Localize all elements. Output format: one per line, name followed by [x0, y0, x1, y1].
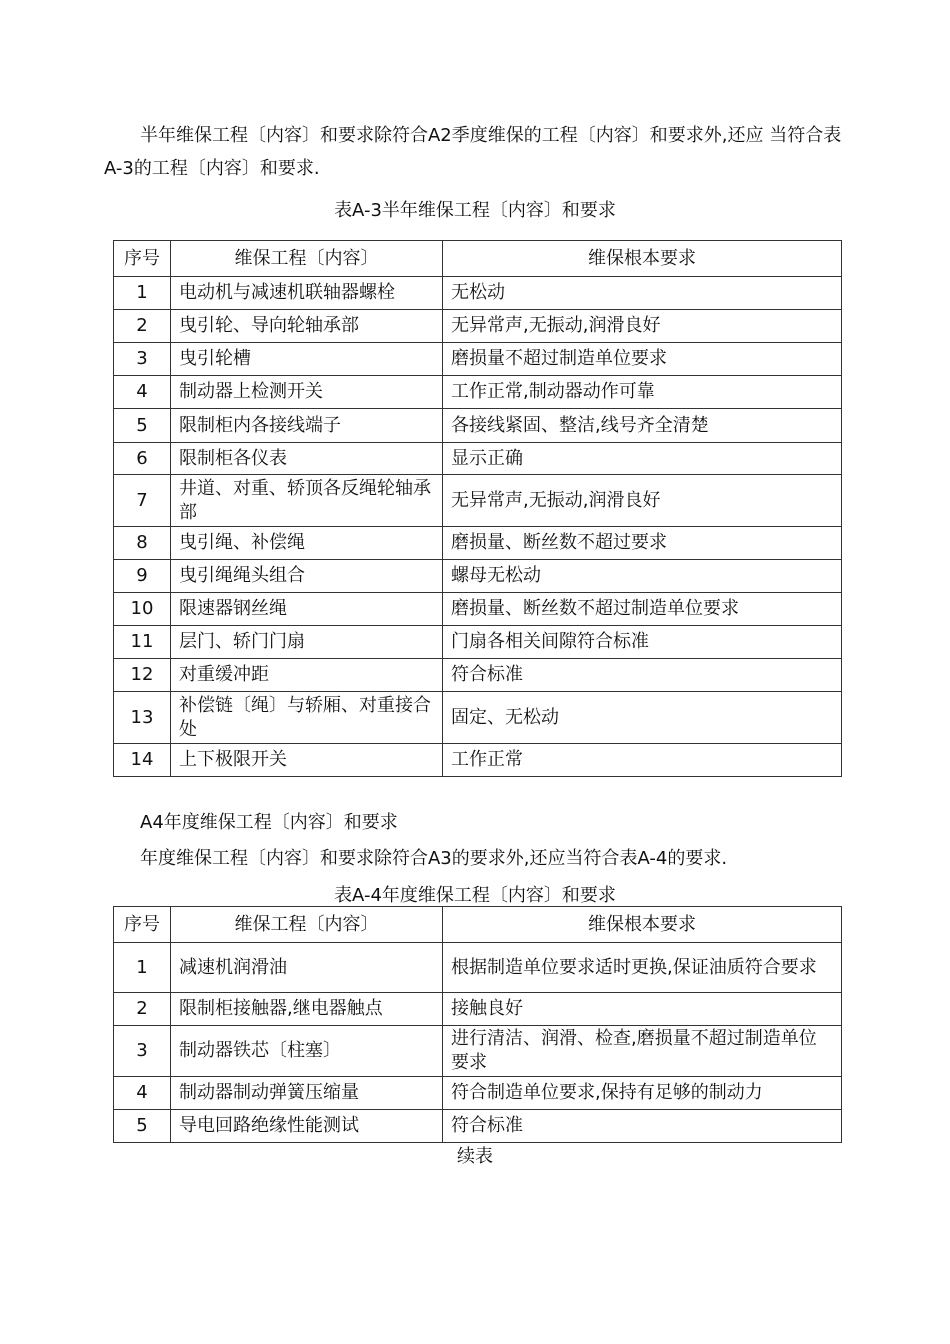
table-row	[114, 475, 842, 527]
row-index: 5	[114, 1110, 171, 1143]
row-item: 曳引绳绳头组合	[171, 560, 443, 593]
row-requirement: 工作正常,制动器动作可靠	[443, 376, 842, 409]
row-index: 8	[114, 527, 171, 560]
row-index: 4	[114, 376, 171, 409]
row-item: 上下极限开关	[171, 744, 443, 777]
row-requirement: 磨损量、断丝数不超过要求	[443, 527, 842, 560]
table-a3	[113, 240, 842, 777]
table-row	[114, 443, 842, 475]
row-item: 限制柜内各接线端子	[171, 409, 443, 443]
row-item: 层门、轿门门扇	[171, 626, 443, 659]
table-row	[114, 626, 842, 659]
row-index: 9	[114, 560, 171, 593]
row-requirement: 根据制造单位要求适时更换,保证油质符合要求	[443, 943, 842, 993]
header-requirement: 维保根本要求	[443, 907, 842, 943]
row-item: 补偿链〔绳〕与轿厢、对重接合处	[171, 692, 443, 744]
row-requirement: 螺母无松动	[443, 560, 842, 593]
table-row	[114, 527, 842, 560]
header-item: 维保工程〔内容〕	[171, 907, 443, 943]
row-index: 5	[114, 409, 171, 443]
table-row	[114, 409, 842, 443]
row-index: 10	[114, 593, 171, 626]
table-row	[114, 343, 842, 376]
row-item: 减速机润滑油	[171, 943, 443, 993]
table-row	[114, 1110, 842, 1143]
row-requirement: 接触良好	[443, 993, 842, 1026]
row-requirement: 进行清洁、润滑、检查,磨损量不超过制造单位要求	[443, 1026, 842, 1077]
row-index: 2	[114, 310, 171, 343]
row-index: 11	[114, 626, 171, 659]
row-index: 4	[114, 1077, 171, 1110]
header-requirement: 维保根本要求	[443, 241, 842, 277]
row-item: 制动器制动弹簧压缩量	[171, 1077, 443, 1110]
row-requirement: 工作正常	[443, 744, 842, 777]
row-requirement: 无异常声,无振动,润滑良好	[443, 310, 842, 343]
row-index: 2	[114, 993, 171, 1026]
table-header-row	[114, 907, 842, 943]
table-a3-body	[114, 277, 842, 777]
table-row	[114, 659, 842, 692]
table-row	[114, 560, 842, 593]
table-header-row	[114, 241, 842, 277]
row-requirement: 符合标准	[443, 1110, 842, 1143]
row-requirement: 磨损量不超过制造单位要求	[443, 343, 842, 376]
table-row	[114, 277, 842, 310]
table-row	[114, 1026, 842, 1077]
section-a4-paragraph: 年度维保工程〔内容〕和要求除符合A3的要求外,还应当符合表A-4的要求.	[140, 848, 728, 869]
row-item: 限制柜接触器,继电器触点	[171, 993, 443, 1026]
row-requirement: 符合标准	[443, 659, 842, 692]
table-row	[114, 310, 842, 343]
row-requirement: 符合制造单位要求,保持有足够的制动力	[443, 1077, 842, 1110]
row-requirement: 无异常声,无振动,润滑良好	[443, 475, 842, 527]
table-a4-body	[114, 943, 842, 1143]
row-index: 12	[114, 659, 171, 692]
table-a4-caption: 表A-4年度维保工程〔内容〕和要求	[334, 885, 616, 906]
header-index: 序号	[114, 907, 171, 943]
row-requirement: 磨损量、断丝数不超过制造单位要求	[443, 593, 842, 626]
row-requirement: 显示正确	[443, 443, 842, 475]
row-item: 对重缓冲距	[171, 659, 443, 692]
header-index: 序号	[114, 241, 171, 277]
row-item: 导电回路绝缘性能测试	[171, 1110, 443, 1143]
row-index: 14	[114, 744, 171, 777]
row-index: 7	[114, 475, 171, 527]
row-requirement: 无松动	[443, 277, 842, 310]
row-item: 电动机与减速机联轴器螺栓	[171, 277, 443, 310]
row-requirement: 各接线紧固、整洁,线号齐全清楚	[443, 409, 842, 443]
row-item: 曳引轮槽	[171, 343, 443, 376]
row-item: 限制柜各仪表	[171, 443, 443, 475]
row-requirement: 固定、无松动	[443, 692, 842, 744]
row-index: 6	[114, 443, 171, 475]
header-item: 维保工程〔内容〕	[171, 241, 443, 277]
table-row	[114, 993, 842, 1026]
table-row	[114, 1077, 842, 1110]
row-index: 1	[114, 943, 171, 993]
row-requirement: 门扇各相关间隙符合标准	[443, 626, 842, 659]
section-a4-heading: A4年度维保工程〔内容〕和要求	[140, 812, 398, 833]
row-item: 曳引轮、导向轮轴承部	[171, 310, 443, 343]
row-index: 1	[114, 277, 171, 310]
row-index: 3	[114, 343, 171, 376]
row-item: 制动器上检测开关	[171, 376, 443, 409]
row-item: 制动器铁芯〔柱塞〕	[171, 1026, 443, 1077]
continued-label: 续表	[457, 1146, 493, 1167]
table-row	[114, 692, 842, 744]
table-row	[114, 376, 842, 409]
table-row	[114, 593, 842, 626]
table-row	[114, 744, 842, 777]
table-a3-caption: 表A-3半年维保工程〔内容〕和要求	[334, 200, 616, 221]
row-item: 井道、对重、轿顶各反绳轮轴承部	[171, 475, 443, 527]
table-row	[114, 943, 842, 993]
row-index: 13	[114, 692, 171, 744]
table-a4	[113, 906, 842, 1143]
row-index: 3	[114, 1026, 171, 1077]
row-item: 限速器钢丝绳	[171, 593, 443, 626]
row-item: 曳引绳、补偿绳	[171, 527, 443, 560]
intro-paragraph: 半年维保工程〔内容〕和要求除符合A2季度维保的工程〔内容〕和要求外,还应 当符合表A-3的工程〔内容〕和要求.	[104, 125, 842, 179]
